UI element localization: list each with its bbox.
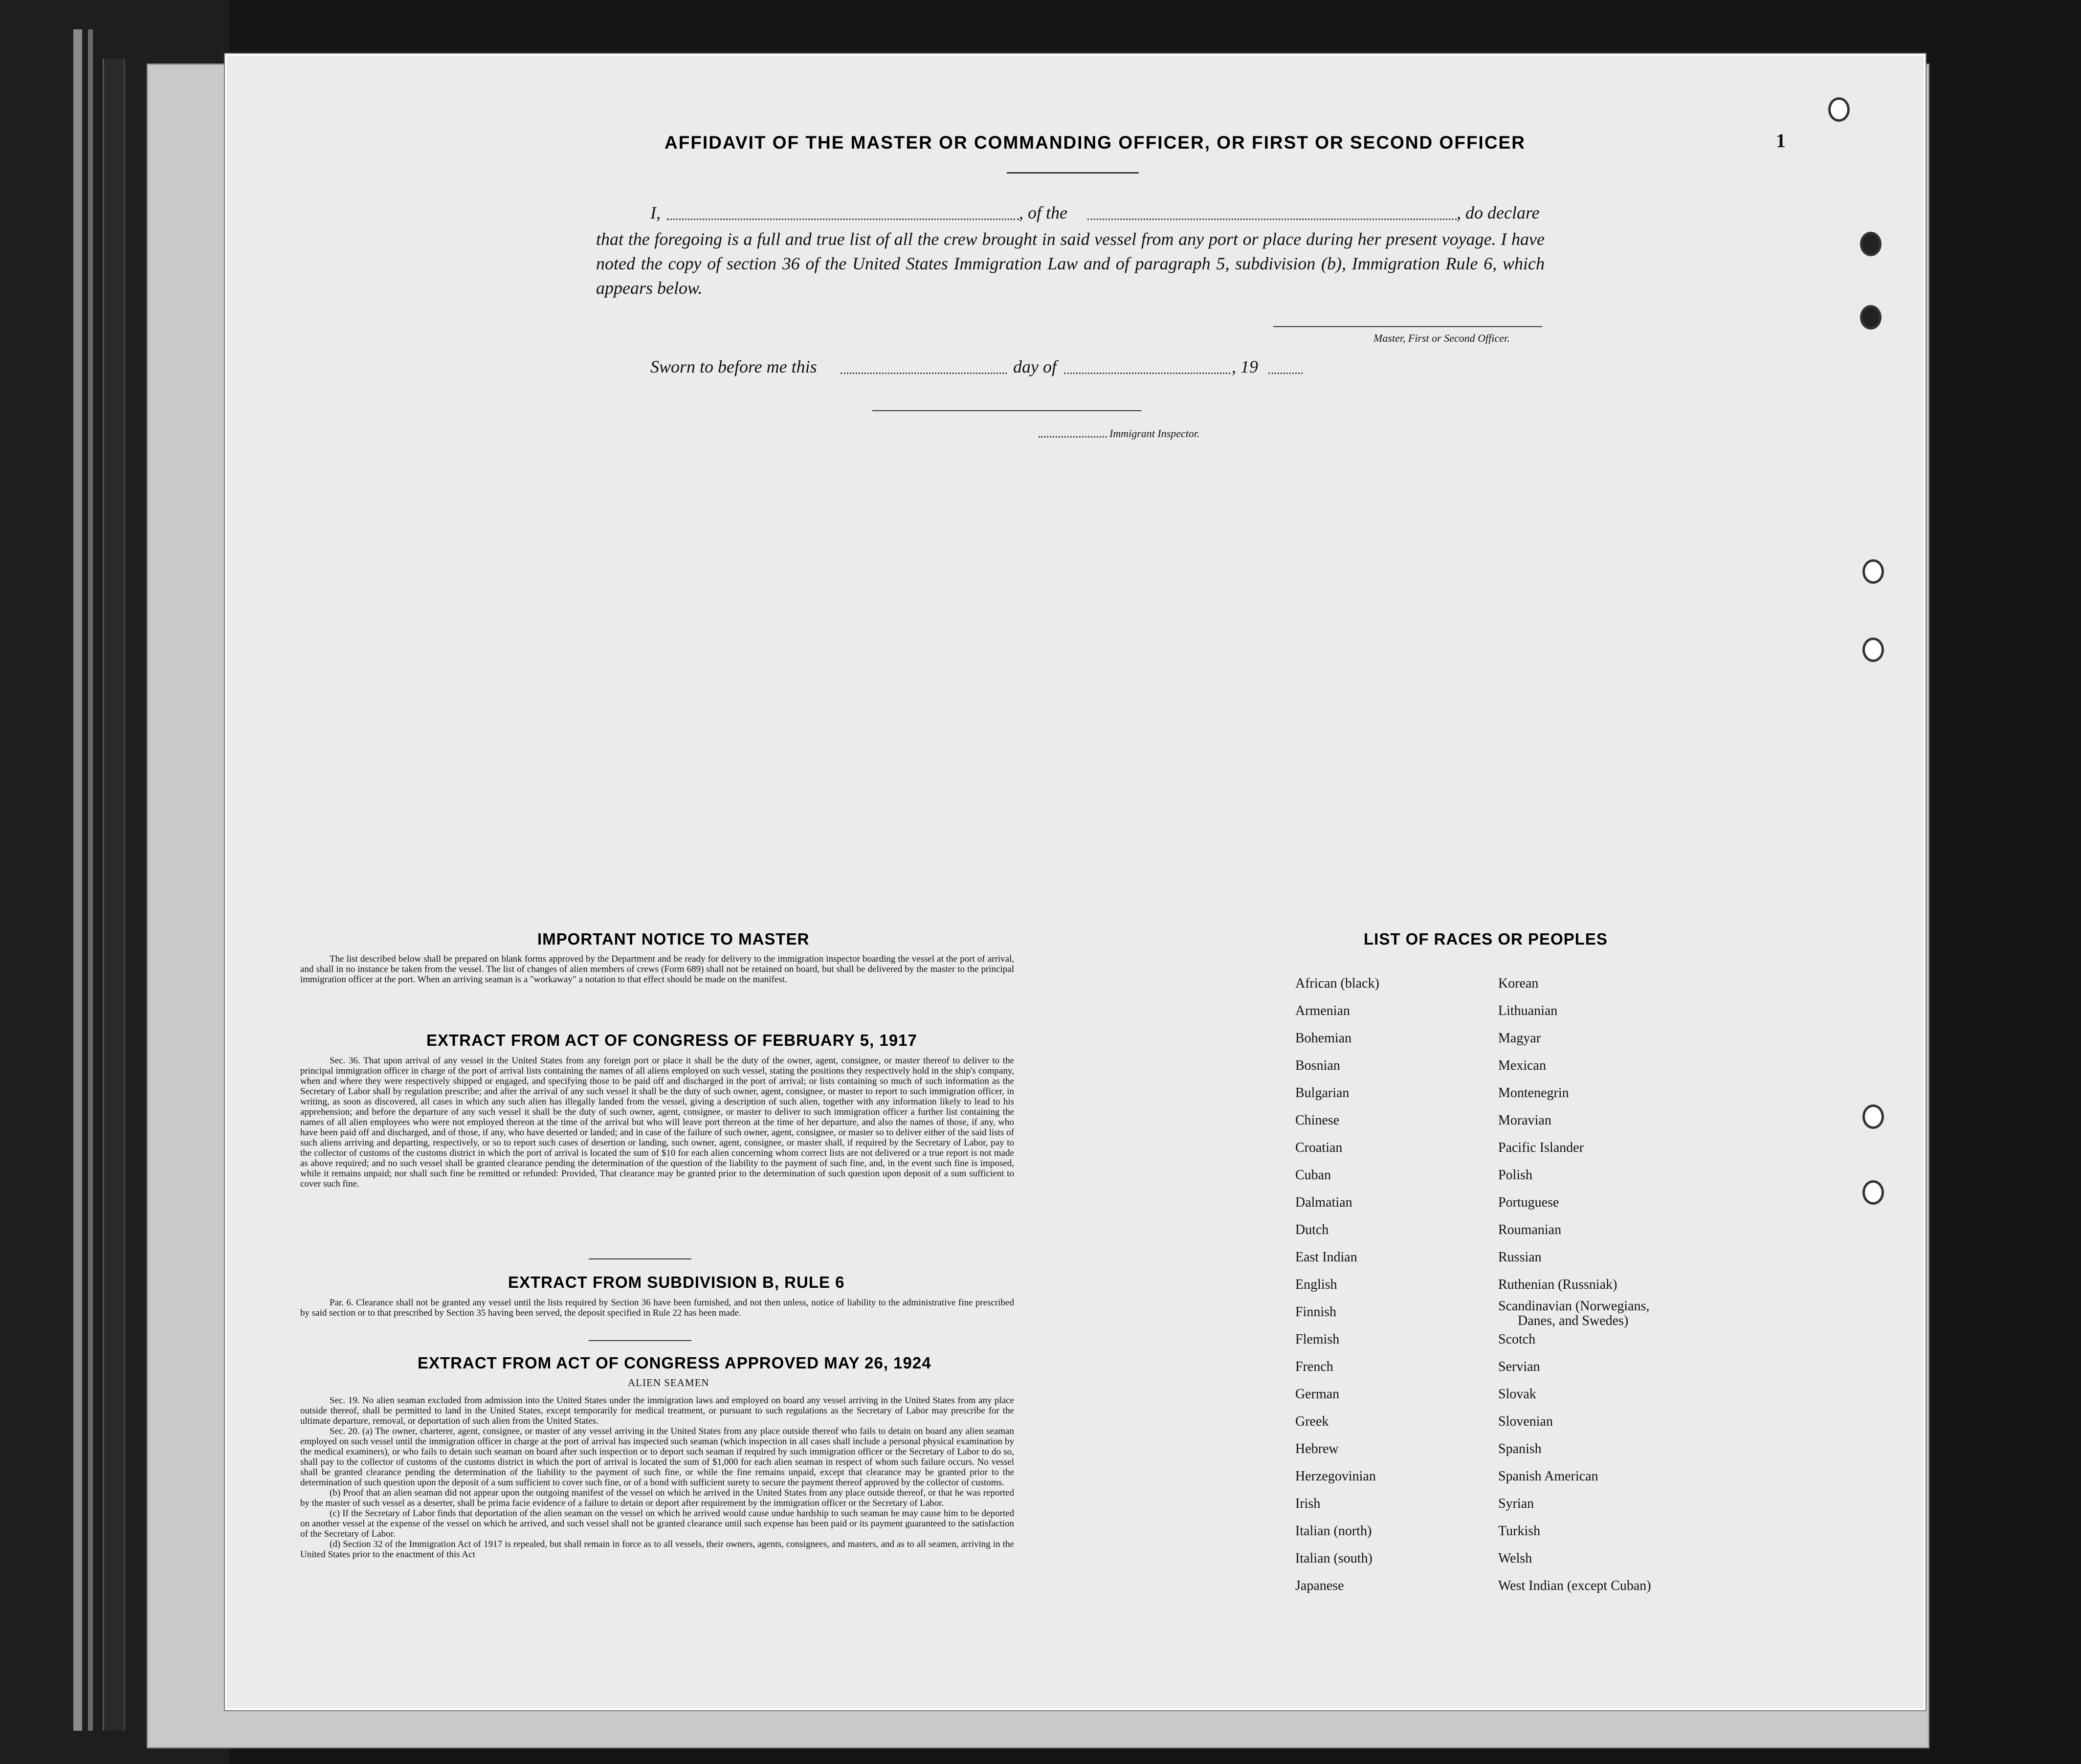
extract3-sec20c: (c) If the Secretary of Labor finds that deportation of the alien seaman on the vessel on which he arrived would cause undue hardship to such seaman he may cause him to be deported on another vessel at the expense of the vessel on which he arrived, and such vessel shall not be granted clearance until such expense has been paid or its payment guaranteed to the satisfaction of the Secretary of Labor.	[300, 1508, 1014, 1539]
race-item-continuation: Danes, and Swedes)	[1518, 1313, 1629, 1328]
race-item: Cuban	[1295, 1168, 1331, 1183]
do-declare-label: , do declare	[1457, 203, 1540, 222]
race-item: Spanish American	[1498, 1469, 1598, 1484]
punch-hole	[1828, 97, 1850, 122]
race-item: Dalmatian	[1295, 1195, 1352, 1210]
race-item: Portuguese	[1498, 1195, 1559, 1210]
notice-paragraph: The list described below shall be prepared on blank forms approved by the Department and be ready for delivery to the immigration inspector boarding the vessel at the port of arrival, and shall in no instance be taken from the vessel. The list of changes of alien members of crews (Form 689) shall not be retained on board, but shall be delivered by the master to the principal immigration officer at the port. When an arriving seaman is a "workaway" a notation to that effect should be made on the manifest.	[300, 954, 1014, 985]
inspector-caption: Immigrant Inspector.	[1109, 427, 1200, 440]
race-item: Russian	[1498, 1250, 1542, 1265]
extract2-body	[300, 1298, 1014, 1318]
extract1-body	[300, 1056, 1014, 1189]
race-item: Syrian	[1498, 1496, 1534, 1511]
punch-hole	[1862, 1180, 1884, 1205]
race-item: Lithuanian	[1498, 1003, 1558, 1018]
race-item: Magyar	[1498, 1031, 1541, 1046]
sworn-year-blank	[1268, 373, 1303, 374]
signature-line-master	[1273, 326, 1542, 327]
race-item: Welsh	[1498, 1551, 1532, 1566]
race-item: French	[1295, 1359, 1333, 1374]
notice-body	[300, 954, 1014, 985]
race-item: Chinese	[1295, 1113, 1340, 1128]
race-item: Polish	[1498, 1168, 1533, 1183]
punch-hole	[1862, 559, 1884, 584]
sworn-day-blank	[841, 373, 1007, 374]
signature-line-inspector	[872, 410, 1141, 411]
extract3-sec20d: (d) Section 32 of the Immigration Act of 1917 is repealed, but shall remain in force as to all vessels, their owners, agents, consignees, and masters, and as to all seamen, arriving in the United States prior to the enactment of this Act	[300, 1539, 1014, 1560]
extract3-subtitle: ALIEN SEAMEN	[628, 1377, 709, 1389]
extract3-body	[300, 1395, 1014, 1560]
affidavit-title: AFFIDAVIT OF THE MASTER OR COMMANDING OFFICER, OR FIRST OR SECOND OFFICER	[664, 132, 1526, 153]
section-divider	[589, 1340, 691, 1341]
year-label: , 19	[1232, 357, 1258, 376]
extract1-title: EXTRACT FROM ACT OF CONGRESS OF FEBRUARY 5, 1917	[426, 1031, 917, 1049]
extract2-title: EXTRACT FROM SUBDIVISION B, RULE 6	[508, 1273, 845, 1291]
vessel-name-blank	[1087, 219, 1457, 220]
race-item: Pacific Islander	[1498, 1140, 1584, 1155]
race-item: Armenian	[1295, 1003, 1350, 1018]
race-item: Bosnian	[1295, 1058, 1340, 1073]
declarant-prefix: I,	[650, 203, 661, 222]
extract3-sec20a: Sec. 20. (a) The owner, charterer, agent, consignee, or master of any vessel arriving in the United States from any place outside thereof who fails to detain on board any alien seaman employed on such vessel until the immigration officer in charge at the port of arrival has inspected such seaman (which inspection in all cases shall include a personal physical examination by the medical examiners), or who fails to detain such seaman on board after such inspection or to deport such seaman if required by such immigration officer or the Secretary of Labor to do so, shall pay to the collector of customs of the customs district in which the port of arrival is located the sum of $1,000 for each alien seaman in respect of whom such failure occurs. No vessel shall be granted clearance pending the determination of the liability to the payment of such fine, or while the fine remains unpaid, except that clearance may be granted prior to the determination of such question upon the deposit of a sum sufficient to cover such fine, or of a bond with sufficient surety to secure the payment thereof approved by the collector of customs.	[300, 1426, 1014, 1488]
race-item: Flemish	[1295, 1332, 1340, 1347]
binder-edge	[73, 29, 82, 1731]
race-item: Herzegovinian	[1295, 1469, 1376, 1484]
of-the-label: , of the	[1019, 203, 1067, 222]
race-item: African (black)	[1295, 976, 1379, 991]
declarant-name-blank	[667, 219, 1019, 220]
race-item: Hebrew	[1295, 1441, 1339, 1456]
race-item: Scotch	[1498, 1332, 1536, 1347]
punch-hole	[1862, 638, 1884, 662]
sworn-label: Sworn to before me this	[650, 357, 817, 376]
affidavit-statement: that the foregoing is a full and true list of all the crew brought in said vessel from any port or place during her present voyage. I have noted the copy of section 36 of the United States Immigration Law and of paragraph 5, subdivision (b), Immigration Rule 6, which appears below.	[596, 229, 1545, 298]
document-page	[225, 54, 1926, 1710]
day-of-label: day of	[1013, 357, 1057, 376]
race-item: Spanish	[1498, 1441, 1542, 1456]
race-item: Dutch	[1295, 1222, 1329, 1237]
race-item: Italian (south)	[1295, 1551, 1373, 1566]
race-item: Greek	[1295, 1414, 1329, 1429]
extract3-title: EXTRACT FROM ACT OF CONGRESS APPROVED MAY 26, 1924	[418, 1354, 931, 1372]
race-item: Korean	[1498, 976, 1539, 991]
inspector-dots	[1039, 436, 1107, 438]
race-item: West Indian (except Cuban)	[1498, 1578, 1651, 1593]
race-item: East Indian	[1295, 1250, 1357, 1265]
race-item: Servian	[1498, 1359, 1540, 1374]
race-item: Slovenian	[1498, 1414, 1553, 1429]
extract1-paragraph: Sec. 36. That upon arrival of any vessel in the United States from any foreign port or place it shall be the duty of the owner, agent, consignee, or master thereof to deliver to the principal immigration officer in charge of the port of arrival lists containing the names of all aliens employed on such vessel, stating the positions they respectively hold in the ship's company, when and where they were respectively shipped or engaged, and specifying those to be paid off and discharged in the port of arrival; or lists containing so much of such information as the Secretary of Labor shall by regulation prescribe; and after the arrival of any such vessel it shall be the duty of such owner, agent, consignee, or master to report to such immigration officer, in writing, as soon as discovered, all cases in which any such alien has illegally landed from the vessel, giving a description of such alien, together with any information likely to lead to his apprehension; and before the departure of any such vessel it shall be the duty of such owner, agent, consignee, or master to deliver to such immigration officer a further list containing the names of all alien employees who were not employed thereon at the time of the arrival but who will leave port thereon at the time of her departure, and also the names of those, if any, who have been paid off and discharged, and of those, if any, who have deserted or landed; and in case of the failure of such owner, agent, consignee, or master so to deliver either of the said lists of such aliens arriving and departing, respectively, or so to report such cases of desertion or landing, such owner, agent, consignee, or master shall, if required by the Secretary of Labor, pay to the collector of customs of the customs district in which the port of arrival is located the sum of $10 for each alien concerning whom correct lists are not delivered or a true report is not made as above required; and no such vessel shall be granted clearance pending the determination of the question of the liability to the payment of such fine, and, in the event such fine is imposed, while it remains unpaid; nor shall such fine be remitted or refunded: Provided, That clearance may be granted prior to the determination of such question upon deposit of a sum sufficient to cover such fine.	[300, 1056, 1014, 1189]
extract3-sec20b: (b) Proof that an alien seaman did not appear upon the outgoing manifest of the vessel on which he arrived in the United States from any place outside thereof, or that he was reported by the master of such vessel as a deserter, shall be prima facie evidence of a failure to detain or deport after requirement by the immigration officer or the Secretary of Labor.	[300, 1488, 1014, 1508]
race-item: Mexican	[1498, 1058, 1546, 1073]
race-item: Ruthenian (Russniak)	[1498, 1277, 1617, 1292]
race-item: Roumanian	[1498, 1222, 1562, 1237]
race-item: German	[1295, 1387, 1340, 1402]
race-item: Croatian	[1295, 1140, 1343, 1155]
race-item: Italian (north)	[1295, 1523, 1372, 1539]
race-item: Montenegrin	[1498, 1085, 1569, 1101]
race-item: Moravian	[1498, 1113, 1551, 1128]
race-item: Bohemian	[1295, 1031, 1352, 1046]
race-item: English	[1295, 1277, 1337, 1292]
binder-strip	[103, 59, 125, 1731]
master-caption: Master, First or Second Officer.	[1373, 332, 1510, 344]
extract3-sec19: Sec. 19. No alien seaman excluded from admission into the United States under the immigration laws and employed on board any vessel arriving in the United States from any place outside thereof, shall be permitted to land in the United States, except temporarily for medical treatment, or pursuant to such regulations as the Secretary of Labor may prescribe for the ultimate departure, removal, or deportation of such alien from the United States.	[300, 1395, 1014, 1426]
punch-hole	[1860, 232, 1882, 256]
page-number: 1	[1776, 130, 1786, 152]
race-item: Japanese	[1295, 1578, 1344, 1593]
races-title: LIST OF RACES OR PEOPLES	[1364, 930, 1608, 948]
race-item: Irish	[1295, 1496, 1321, 1511]
notice-title: IMPORTANT NOTICE TO MASTER	[537, 930, 810, 948]
race-item: Finnish	[1295, 1304, 1337, 1320]
sworn-month-blank	[1064, 373, 1230, 374]
extract2-paragraph: Par. 6. Clearance shall not be granted any vessel until the lists required by Section 36 have been furnished, and not then unless, notice of liability to the administrative fine prescribed by said section or to that prescribed by Section 35 having been served, the deposit specified in Rule 22 has been made.	[300, 1298, 1014, 1318]
race-item: Slovak	[1498, 1387, 1536, 1402]
punch-hole	[1862, 1104, 1884, 1129]
race-item: Turkish	[1498, 1523, 1541, 1539]
punch-hole	[1860, 305, 1882, 330]
section-divider	[589, 1258, 691, 1259]
binder-edge	[88, 29, 93, 1731]
race-item: Scandinavian (Norwegians,	[1498, 1299, 1650, 1314]
race-item: Bulgarian	[1295, 1085, 1350, 1101]
title-underline	[1007, 172, 1139, 174]
